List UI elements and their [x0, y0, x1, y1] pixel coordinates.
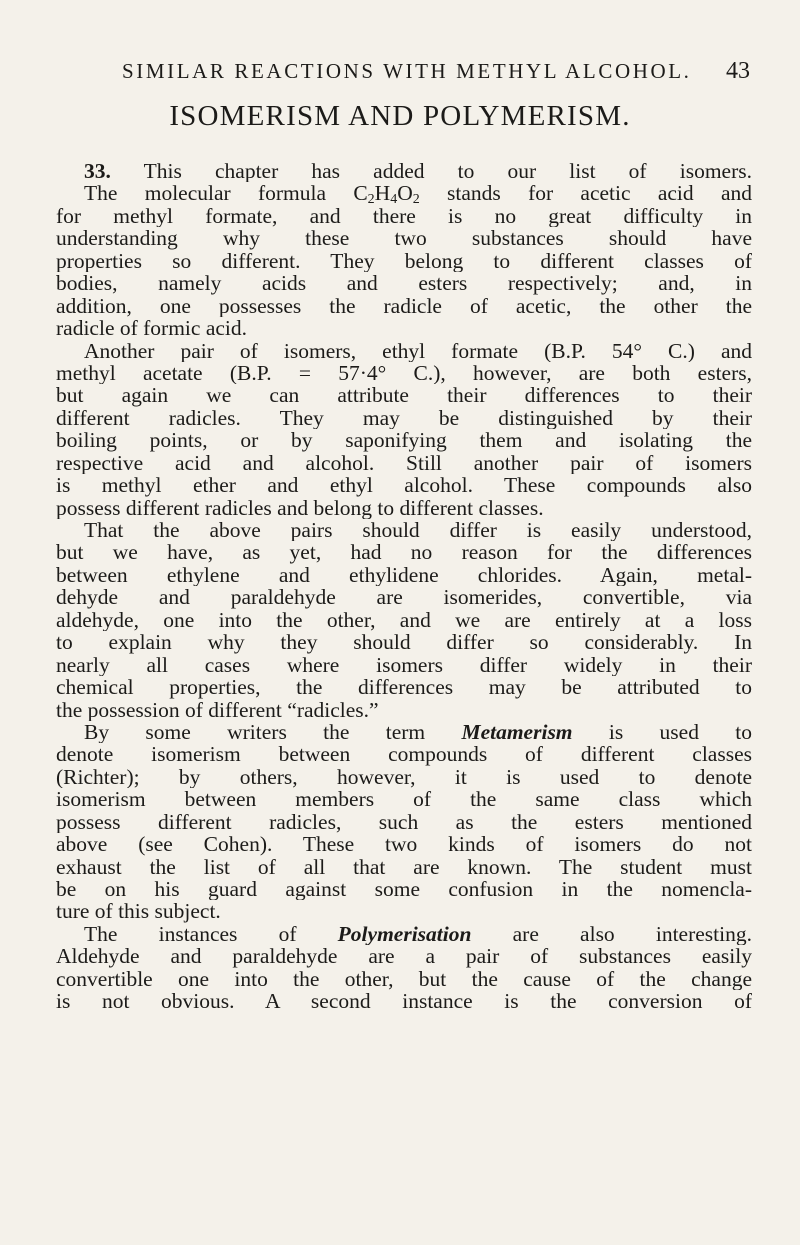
text-line: convertible one into the other, but the cause of the change — [56, 967, 752, 991]
running-head — [118, 58, 750, 85]
text-line: addition, one possesses the radicle of acetic, the other the — [56, 294, 752, 318]
text-line: methyl acetate (B.P. = 57·4° C.), however, are both esters, — [56, 361, 752, 385]
text-line: be on his guard against some confusion in the nomencla- — [56, 878, 752, 901]
text-line: bodies, namely acids and esters respectively; and, in — [56, 272, 752, 295]
text-line: possess different radicles and belong to different classes. — [56, 496, 544, 519]
text-line: the possession of different “radicles.” — [56, 698, 379, 721]
text-line: That the above pairs should differ is easily understood, — [84, 519, 752, 542]
text-line: respective acid and alcohol. Still another pair of isomers — [56, 451, 752, 475]
text-line: chemical properties, the differences may be attributed to — [56, 676, 752, 699]
text-line: 33. This chapter has added to our list of isomers. — [84, 160, 752, 183]
text-line: Aldehyde and paraldehyde are a pair of substances easily — [56, 945, 752, 968]
text-line: dehyde and paraldehyde are isomerides, convertible, via — [56, 586, 752, 609]
text-line: is methyl ether and ethyl alcohol. These compounds also — [56, 474, 752, 497]
text-line: denote isomerism between compounds of different classes — [56, 743, 752, 766]
text-line: understanding why these two substances should have — [56, 227, 752, 250]
body-text — [56, 160, 752, 1013]
text-line: between ethylene and ethylidene chlorides. Again, metal- — [56, 563, 752, 587]
text-line: boiling points, or by saponifying them and isolating the — [56, 429, 752, 452]
text-line: but we have, as yet, had no reason for the differences — [56, 541, 752, 564]
text-line: (Richter); by others, however, it is used to denote — [56, 765, 752, 789]
term-metamerism: Metamerism — [461, 720, 573, 744]
text-line: is not obvious. A second instance is the conversion of — [56, 990, 752, 1013]
page-number: 43 — [726, 58, 750, 84]
text-line: to explain why they should differ so considerably. In — [56, 631, 752, 654]
section-number: 33. — [84, 160, 111, 183]
text-line: By some writers the term Metamerism is used to — [84, 720, 752, 744]
running-title: SIMILAR REACTIONS WITH METHYL ALCOHOL. — [122, 59, 692, 83]
text-line: aldehyde, one into the other, and we are entirely at a loss — [56, 608, 752, 632]
text-line: possess different radicles, such as the esters mentioned — [56, 810, 752, 834]
text-line: properties so different. They belong to different classes of — [56, 249, 752, 273]
text-line: above (see Cohen). These two kinds of isomers do not — [56, 833, 752, 856]
text-line: different radicles. They may be distinguished by their — [56, 406, 752, 430]
text-line: The instances of Polymerisation are also interesting. — [84, 922, 752, 946]
text-line: isomerism between members of the same class which — [56, 788, 752, 811]
text-line: but again we can attribute their differences to their — [56, 384, 752, 407]
text-line: nearly all cases where isomers differ widely in their — [56, 653, 752, 677]
text-line: Another pair of isomers, ethyl formate (B.P. 54° C.) and — [84, 339, 752, 362]
chapter-title: ISOMERISM AND POLYMERISM. — [169, 100, 631, 132]
text-line: radicle of formic acid. — [56, 317, 248, 340]
text-line: exhaust the list of all that are known. The student must — [56, 855, 752, 878]
text-line: ture of this subject. — [56, 900, 221, 923]
text-line: for methyl formate, and there is no great difficulty in — [56, 204, 752, 228]
text-line: The molecular formula $C_2H_4O_2$ stands for acetic acid and — [84, 182, 752, 205]
term-polymerisation: Polymerisation — [337, 922, 472, 946]
